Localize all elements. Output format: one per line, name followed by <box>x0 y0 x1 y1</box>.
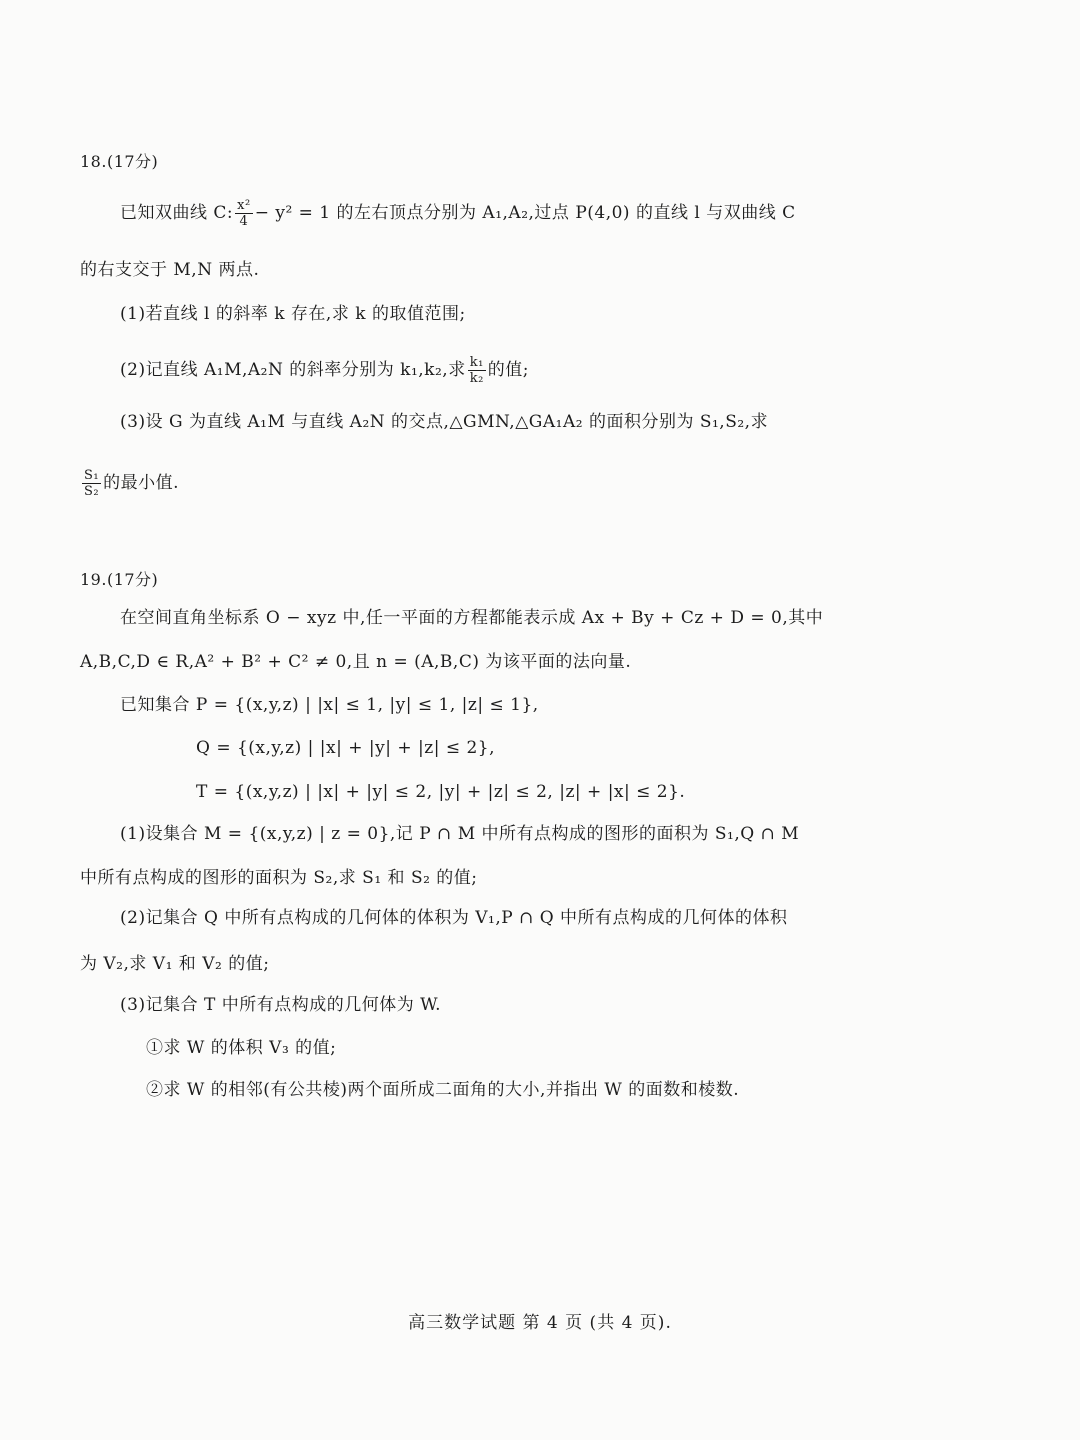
q18-header: 18.(17分) <box>80 152 159 171</box>
page-footer: 高三数学试题 第 4 页 (共 4 页). <box>408 1313 672 1333</box>
q18-stem-a: 已知双曲线 C: <box>120 203 234 223</box>
q18-part2-frac-den: k₂ <box>469 371 484 386</box>
q19-part3: (3)记集合 T 中所有点构成的几何体为 W. <box>120 995 442 1015</box>
q18-part2 <box>120 355 529 386</box>
q18-stem-b: − y² = 1 的左右顶点分别为 A₁,A₂,过点 P(4,0) 的直线 l 与双曲线 C <box>254 203 796 223</box>
q18-part3-tail <box>80 468 179 499</box>
q18-part3-b: 的最小值. <box>103 473 180 493</box>
q19-set-p: 已知集合 P = {(x,y,z) | |x| ≤ 1, |y| ≤ 1, |z| ≤ 1}, <box>120 695 539 715</box>
q19-header: 19.(17分) <box>80 570 159 589</box>
q19-part2-line1: (2)记集合 Q 中所有点构成的几何体的体积为 V₁,P ∩ Q 中所有点构成的几何体的体积 <box>120 908 788 928</box>
q18-part3-frac-den: S₂ <box>84 484 100 499</box>
q19-part1-line2: 中所有点构成的图形的面积为 S₂,求 S₁ 和 S₂ 的值; <box>80 868 478 888</box>
q18-stem-fraction <box>235 198 253 229</box>
q18-stem-frac-num: x² <box>237 198 251 213</box>
q18-part2-frac-num: k₁ <box>469 355 484 370</box>
q19-stem-line2: A,B,C,D ∈ R,A² + B² + C² ≠ 0,且 n = (A,B,C) 为该平面的法向量. <box>80 652 632 672</box>
q19-part3-item1: ①求 W 的体积 V₃ 的值; <box>146 1038 337 1058</box>
q18-stem-frac-den: 4 <box>239 214 249 229</box>
q18-part1: (1)若直线 l 的斜率 k 存在,求 k 的取值范围; <box>120 304 466 324</box>
q18-part3: (3)设 G 为直线 A₁M 与直线 A₂N 的交点,△GMN,△GA₁A₂ 的面积分别为 S₁,S₂,求 <box>120 412 769 432</box>
q18-part3-fraction <box>82 468 101 499</box>
q19-part2-line2: 为 V₂,求 V₁ 和 V₂ 的值; <box>80 954 270 974</box>
q19-set-q: Q = {(x,y,z) | |x| + |y| + |z| ≤ 2}, <box>196 738 496 758</box>
q18-part3-frac-num: S₁ <box>84 468 100 483</box>
q18-stem-line1 <box>120 198 796 229</box>
q18-part2-fraction <box>468 355 486 386</box>
q19-stem-line1: 在空间直角坐标系 O − xyz 中,任一平面的方程都能表示成 Ax + By + Cz + D = 0,其中 <box>120 608 824 628</box>
q19-part3-item2: ②求 W 的相邻(有公共棱)两个面所成二面角的大小,并指出 W 的面数和棱数. <box>146 1080 740 1100</box>
q18-stem-line2: 的右支交于 M,N 两点. <box>80 260 260 280</box>
q19-part1-line1: (1)设集合 M = {(x,y,z) | z = 0},记 P ∩ M 中所有点构成的图形的面积为 S₁,Q ∩ M <box>120 824 800 844</box>
q18-part2-a: (2)记直线 A₁M,A₂N 的斜率分别为 k₁,k₂,求 <box>120 360 466 380</box>
q18-part2-b: 的值; <box>487 360 530 380</box>
q19-set-t: T = {(x,y,z) | |x| + |y| ≤ 2, |y| + |z| ≤ 2, |z| + |x| ≤ 2}. <box>196 782 686 802</box>
